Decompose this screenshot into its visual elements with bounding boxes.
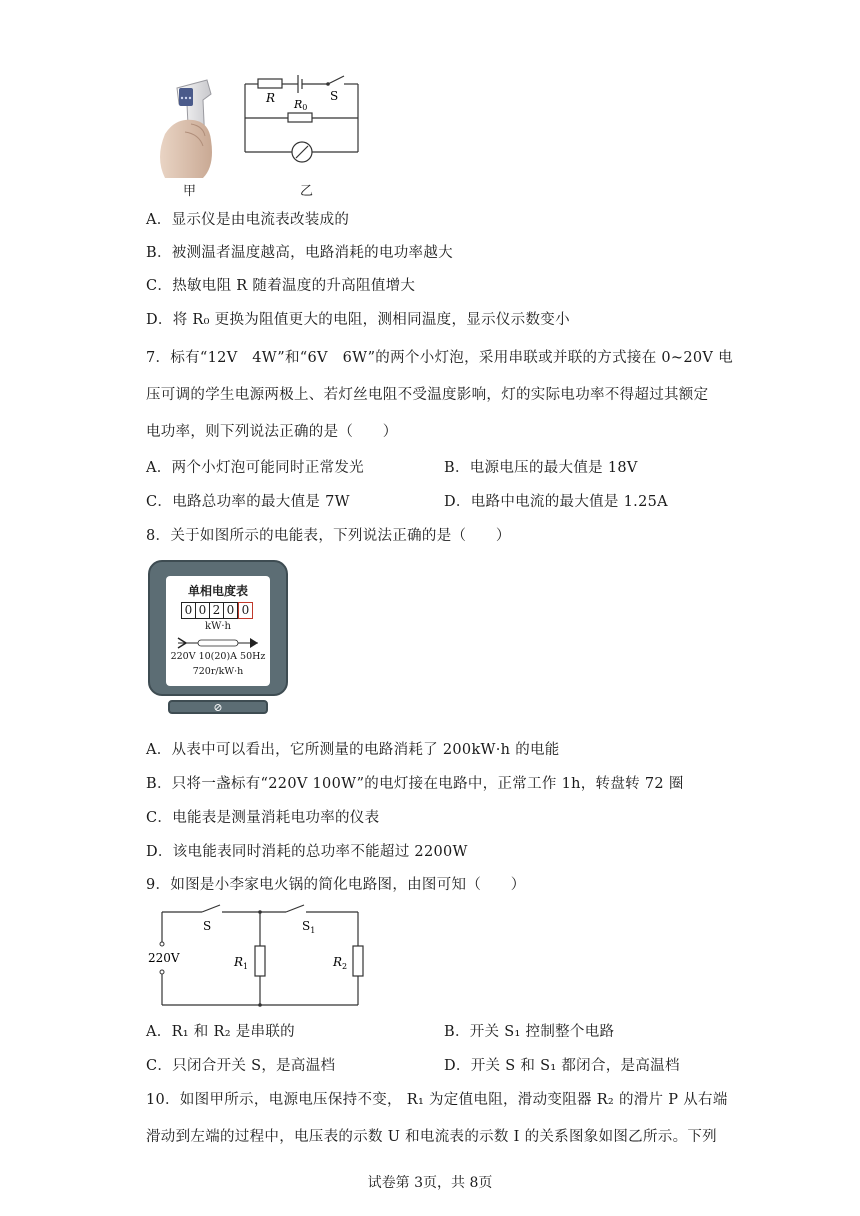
- q6-option-a: A．显示仪是由电流表改装成的: [146, 212, 350, 228]
- q7-option-d: D．电路中电流的最大值是 1.25A: [444, 494, 668, 510]
- label-R2: $R_2$: [333, 955, 348, 971]
- meter-unit: kW·h: [205, 621, 231, 632]
- meter-spec: 220V 10(20)A 50Hz: [170, 651, 266, 662]
- label-S1: $S_1$: [302, 919, 316, 935]
- label-R1: $R_1$: [234, 955, 249, 971]
- q6-option-b: B．被测温者温度越高，电路消耗的电功率越大: [146, 245, 453, 261]
- meter-rev: 720r/kW·h: [192, 666, 244, 677]
- q9-option-d: D．开关 S 和 S₁ 都闭合，是高温档: [444, 1058, 680, 1074]
- q8-stem: 8．关于如图所示的电能表，下列说法正确的是（ ）: [146, 528, 511, 544]
- label-S: S: [330, 89, 339, 103]
- q10-stem-line-1: 10．如图甲所示，电源电压保持不变， R₁ 为定值电阻，滑动变阻器 R₂ 的滑片 P 从右端: [146, 1092, 728, 1108]
- label-R: R: [266, 91, 276, 105]
- q8-option-c: C．电能表是测量消耗电功率的仪表: [146, 810, 380, 826]
- meter-disc-arrow: [176, 636, 260, 650]
- q9-option-b: B．开关 S₁ 控制整个电路: [444, 1024, 615, 1040]
- q7-stem-line-2: 压可调的学生电源两极上、若灯丝电阻不受温度影响，灯的实际电功率不得超过其额定: [146, 387, 709, 403]
- q7-stem-line-1: 7．标有“12V 4W”和“6V 6W”的两个小灯泡，采用串联或并联的方式接在 0~20V 电: [146, 350, 733, 366]
- meter-digit-decimal: 0: [238, 602, 253, 619]
- q8-option-b: B．只将一盏标有“220V 100W”的电灯接在电路中，正常工作 1h，转盘转 72 圈: [146, 776, 684, 792]
- q8-option-d: D．该电能表同时消耗的总功率不能超过 2200W: [146, 844, 468, 860]
- meter-digit: 0: [224, 602, 238, 619]
- circuit-diagram-q9: [148, 900, 368, 1012]
- page-footer: 试卷第 3页，共 8页: [367, 1175, 493, 1191]
- q9-option-a: A．R₁ 和 R₂ 是串联的: [146, 1024, 295, 1040]
- meter-digits: [181, 602, 253, 619]
- q6-option-d: D．将 R₀ 更换为阻值更大的电阻，测相同温度，显示仪示数变小: [146, 312, 570, 328]
- q8-option-a: A．从表中可以看出，它所测量的电路消耗了 200kW·h 的电能: [146, 742, 560, 758]
- meter-digit: 0: [181, 602, 196, 619]
- electric-meter-figure: [148, 560, 288, 718]
- q7-option-c: C．电路总功率的最大值是 7W: [146, 494, 350, 510]
- q7-option-b: B．电源电压的最大值是 18V: [444, 460, 638, 476]
- q9-option-c: C．只闭合开关 S，是高温档: [146, 1058, 336, 1074]
- label-S: S: [203, 919, 212, 933]
- figure-label-jia: 甲: [183, 184, 197, 199]
- slot-icon: ⊘: [213, 701, 223, 714]
- meter-digit: 0: [196, 602, 210, 619]
- q6-option-c: C．热敏电阻 R 随着温度的升高阻值增大: [146, 278, 416, 294]
- q7-stem-line-3: 电功率，则下列说法正确的是（ ）: [146, 424, 398, 440]
- thermometer-gun-figure: [145, 74, 235, 184]
- q7-option-a: A．两个小灯泡可能同时正常发光: [146, 460, 364, 476]
- q9-stem: 9．如图是小李家电火锅的简化电路图，由图可知（ ）: [146, 877, 526, 893]
- meter-title: 单相电度表: [187, 584, 248, 598]
- meter-terminal-slot: [168, 700, 268, 714]
- q10-stem-line-2: 滑动到左端的过程中，电压表的示数 U 和电流表的示数 I 的关系图象如图乙所示。下列: [146, 1129, 717, 1145]
- label-R0: R0: [294, 98, 308, 112]
- label-220v: 220V: [148, 951, 180, 965]
- meter-digit: 2: [210, 602, 224, 619]
- figure-label-yi: 乙: [300, 184, 314, 199]
- circuit-diagram-q6: [240, 72, 365, 172]
